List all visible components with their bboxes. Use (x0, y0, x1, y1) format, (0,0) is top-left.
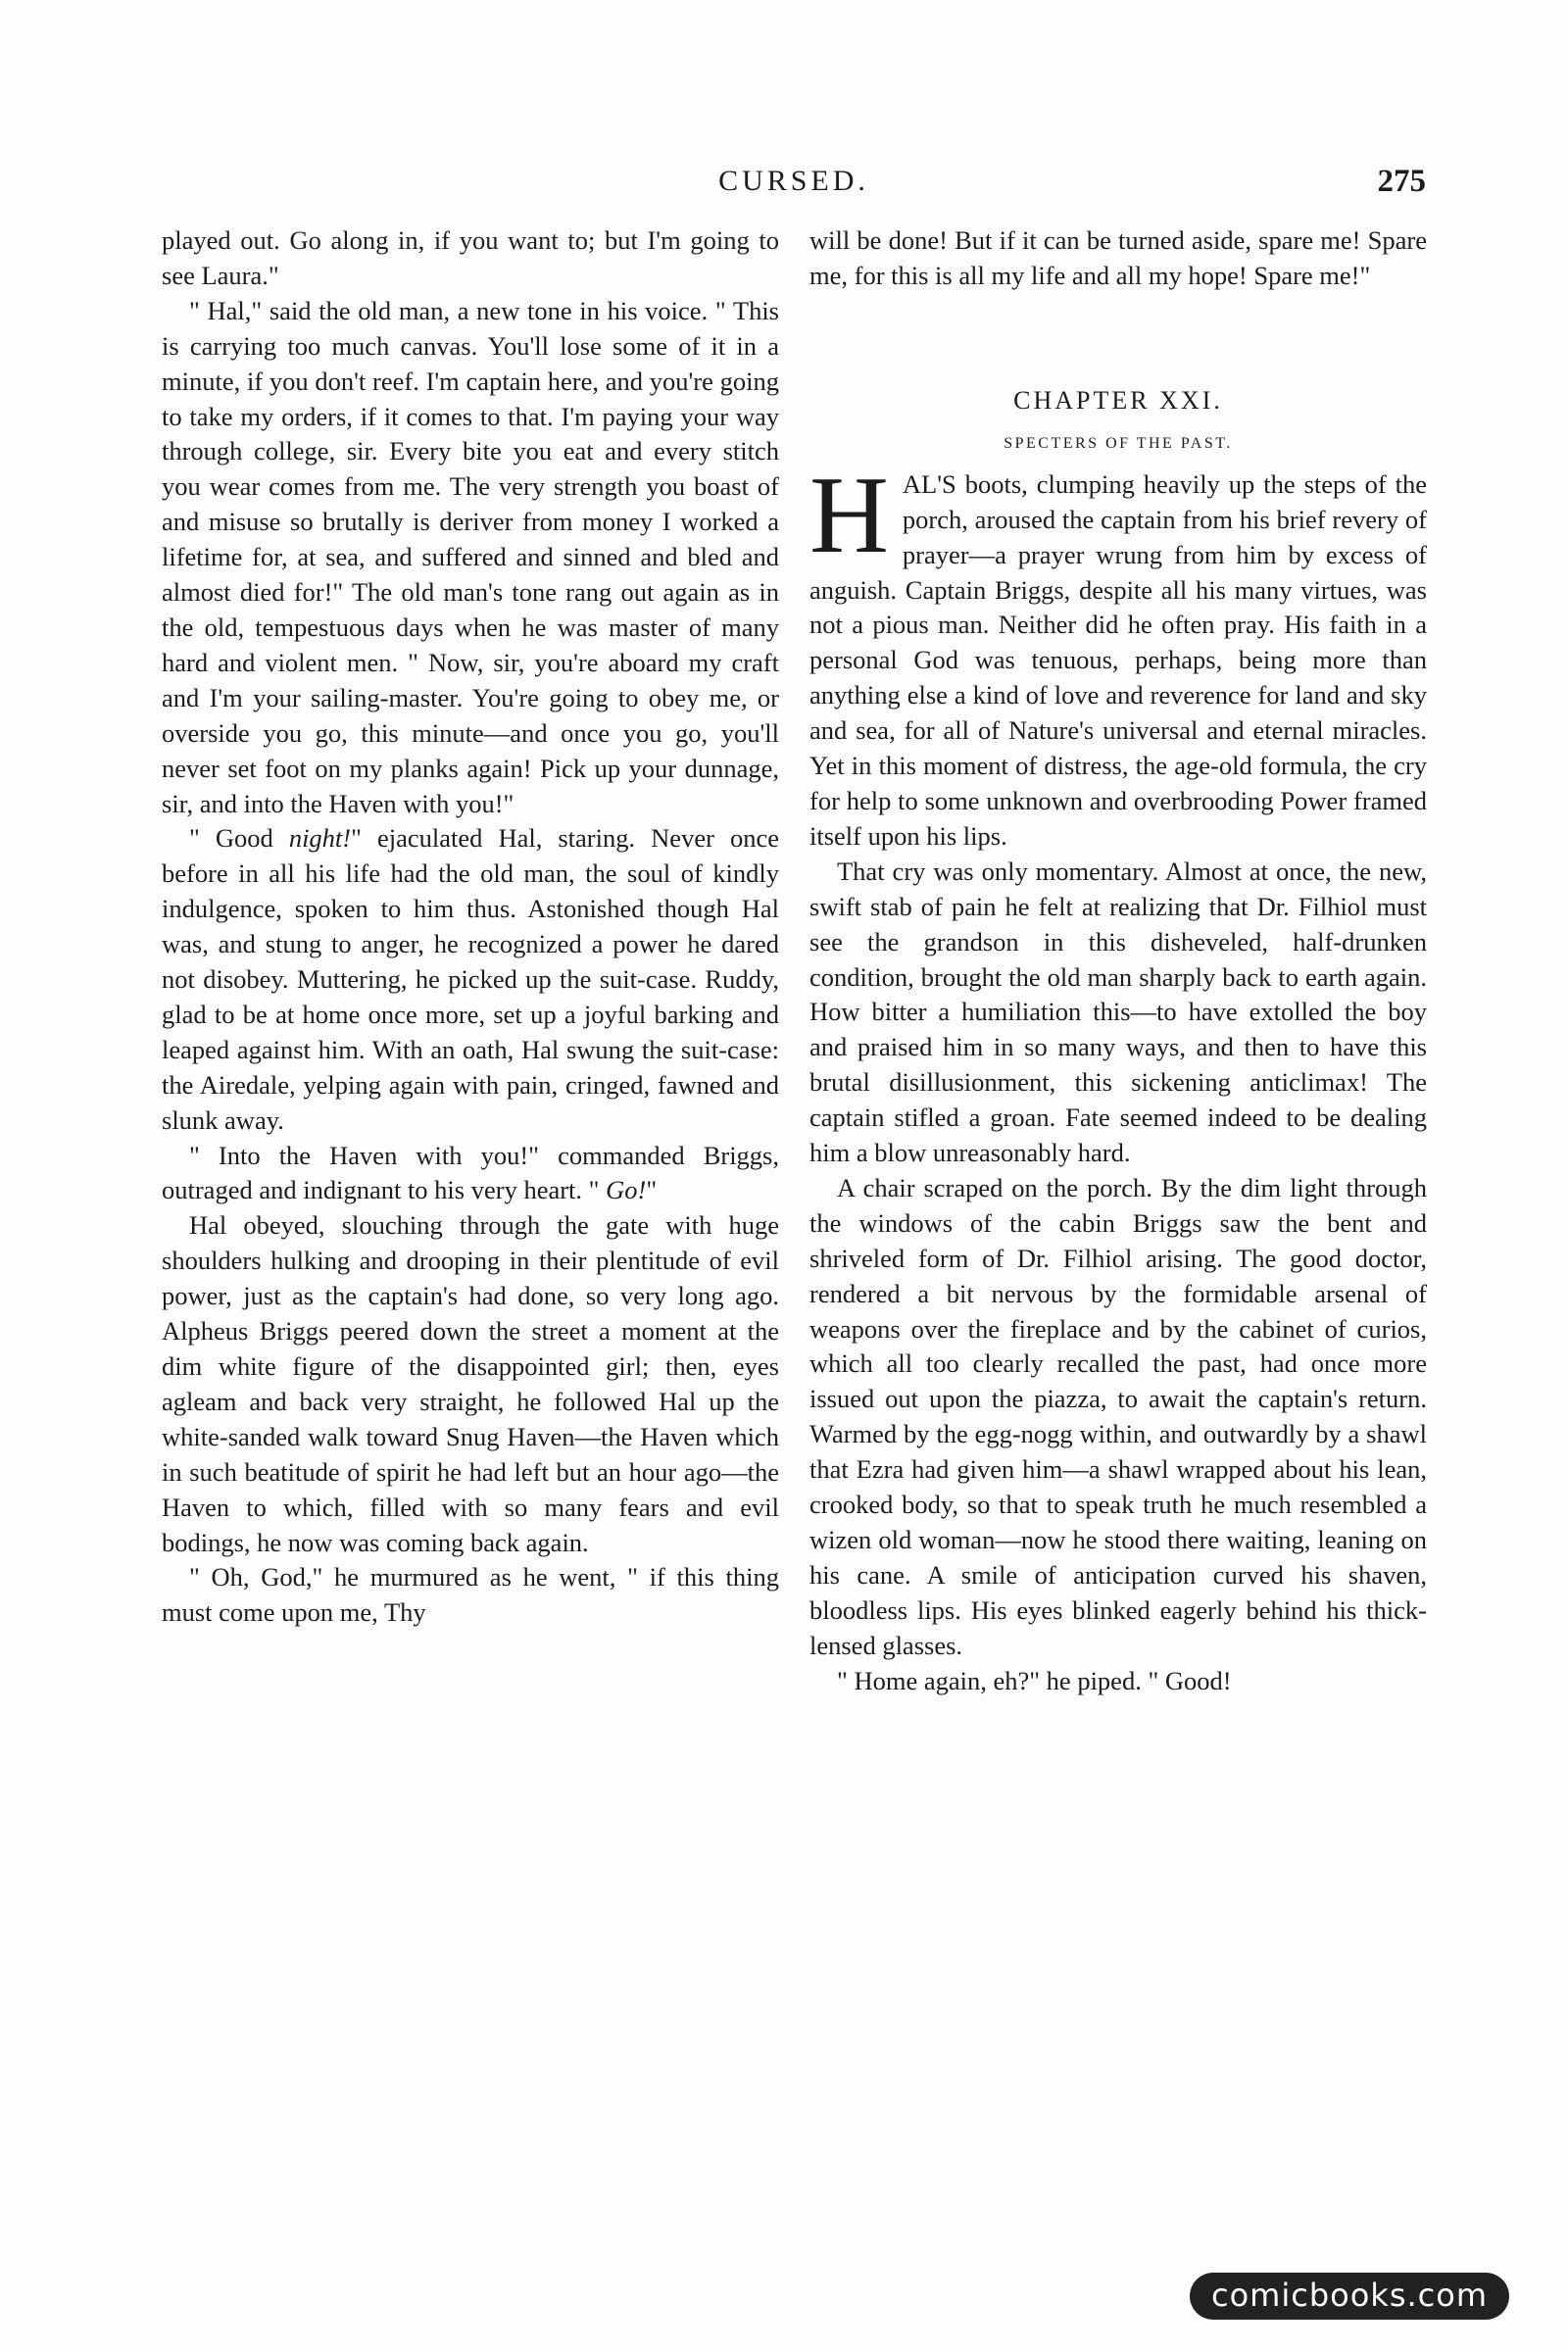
paragraph: " Hal," said the old man, a new tone in his voice. " This is carrying too much canvas. You'll lose some of it in a minute, if you don't reef. I'm captain here, and you're going to take my orders, if it comes to that. I'm paying your way through college, sir. Every bite you eat and every stitch you wear comes from me. The very strength you boast of and misuse so brutally is deriver from money I worked a lifetime for, at sea, and suffered and sinned and bled and almost died for!" The old man's tone rang out again as in the old, tempestuous days when he was master of many hard and violent men. " Now, sir, you're aboard my craft and I'm your sailing-master. You're going to obey me, or overside you go, this minute—and once you go, you'll never set foot on my planks again! Pick up your dunnage, sir, and into the Haven with you!" (162, 295, 779, 818)
paragraph-continued: will be done! But if it can be turned aside, spare me! Spare me, for this is all my life and all my hope! Spare me!" (809, 225, 1427, 290)
chapter-subtitle: SPECTERS OF THE PAST. (1004, 434, 1233, 452)
page-number: 275 (1377, 164, 1426, 199)
paragraph-good-night (162, 821, 779, 1138)
paragraph: That cry was only momentary. Almost at once, the new, swift stab of pain he felt at realizing that Dr. Filhiol must see the grandson in this disheveled, half-drunken condition, brought the old man sharply back to earth again. How bitter a humiliation this—to have extolled the boy and praised him in so many ways, and then to have this brutal disillusionment, this sickening anticlimax! The captain stifled a groan. Fate seemed indeed to be dealing him a blow unreasonably hard. (809, 856, 1427, 1168)
chapter-heading: CHAPTER XXI. (1013, 385, 1223, 415)
paragraph: Hal obeyed, slouching through the gate with huge shoulders hulking and drooping in their plentitude of evil power, just as the captain's had done, so very long ago. Alpheus Briggs peered down the street a moment at the dim white figure of the disappointed girl; then, eyes agleam and back very straight, he followed Hal up the white-sanded walk toward Snug Haven—the Haven which in such beatitude of spirit he had left but an hour ago—the Haven to which, filled with so many fears and evil bodings, he now was coming back again. (162, 1210, 779, 1557)
left-column (162, 223, 779, 1631)
paragraph-text: " Good (189, 823, 289, 854)
watermark-logo: comicbooks.com (1190, 2273, 1509, 2320)
chapter-opening-paragraph (809, 454, 1427, 855)
paragraph-into-haven (162, 1139, 779, 1209)
italic-emphasis: night! (288, 823, 352, 854)
running-title: CURSED. (718, 165, 869, 197)
running-header (162, 157, 1426, 206)
italic-emphasis: Go! (606, 1175, 647, 1205)
paragraph-text: " ejaculated Hal, staring. Never once before in all his life had the old man, the soul of kindly indulgence, spoken to him thus. Astonished though Hal was, and stung to anger, he recognized a power he dared not disobey. Muttering, he picked up the suit-case. Ruddy, glad to be at home once more, set up a joyful barking and leaped against him. With an oath, Hal swung the suit-case: the Airedale, yelping again with pain, cringed, fawned and slunk away. (162, 823, 779, 1135)
paragraph: " Oh, God," he murmured as he went, " if this thing must come upon me, Thy (162, 1562, 779, 1628)
drop-cap: H (809, 454, 889, 576)
paragraph-text: " (646, 1175, 658, 1205)
paragraph-text: AL'S boots, clumping heavily up the steps of the porch, aroused the captain from his brief revery of prayer—a prayer wrung from him by excess of anguish. Captain Briggs, despite all his many virtues, was not a pious man. Neither did he often pray. His faith in a personal God was tenuous, perhaps, being more than anything else a kind of love and reverence for land and sky and sea, for all of Nature's universal and eternal miracles. Yet in this moment of distress, the age-old formula, the cry for help to some unknown and overbrooding Power framed itself upon his lips. (809, 468, 1427, 851)
paragraph: " Home again, eh?" he piped. " Good! (837, 1665, 1232, 1695)
right-column (809, 223, 1427, 1699)
paragraph-text: " Into the Haven with you!" commanded Briggs, outraged and indignant to his very heart. " (162, 1140, 779, 1205)
paragraph: A chair scraped on the porch. By the dim light through the windows of the cabin Briggs saw the bent and shriveled form of Dr. Filhiol arising. The good doctor, rendered a bit nervous by the formidable arsenal of weapons over the fireplace and by the cabinet of curios, which all too clearly recalled the past, had once more issued out upon the piazza, to await the captain's return. Warmed by the egg-nogg within, and outwardly by a shawl that Ezra had given him—a shawl wrapped about his lean, crooked body, so that to speak truth he much resembled a wizen old woman—now he stood there waiting, leaning on his cane. A smile of anticipation curved his shaven, bloodless lips. His eyes blinked eagerly behind his thick-lensed glasses. (809, 1172, 1427, 1660)
paragraph-continued: played out. Go along in, if you want to; but I'm going to see Laura." (162, 225, 779, 290)
